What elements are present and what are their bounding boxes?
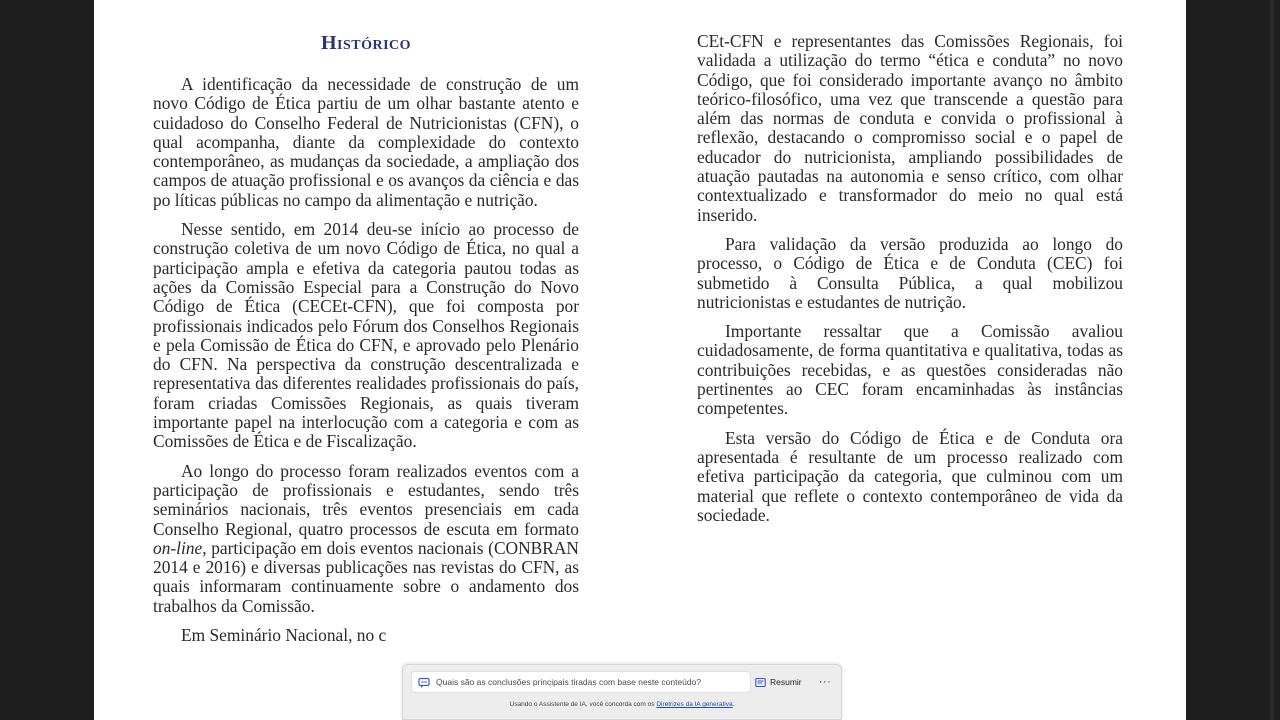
guidelines-link[interactable]: Diretrizes da IA generativa (656, 701, 733, 708)
summarize-label: Resumir (770, 677, 802, 687)
ai-assistant-bar (402, 664, 842, 720)
disclaimer-end: . (732, 701, 735, 708)
left-paragraph-4: Em Seminário Nacional, no c (181, 625, 387, 646)
section-heading: Histórico (320, 32, 412, 54)
ai-disclaimer (403, 701, 841, 708)
left-paragraph-3 (153, 462, 579, 616)
more-options-button[interactable] (817, 671, 833, 693)
viewer-scrollbar[interactable] (1186, 0, 1280, 720)
chat-icon (418, 676, 430, 688)
summarize-icon (755, 677, 766, 688)
left-paragraph-1: A identificação da necessidade de construção de um novo Código de Ética partiu de um olhar bastante atento e cuidadoso do Conselho Federal de Nutricionistas (CFN), o qual acompanha, diante da complexidade do contexto contemporâneo, as mudanças da sociedade, a ampliação dos campos de atuação profissional e os avanços da ciência e das po líticas públicas no campo da alimentação e nutrição. (153, 74, 579, 210)
scroll-thumb[interactable] (1270, 0, 1274, 720)
right-paragraph-2: Para validação da versão produzida ao longo do processo, o Código de Ética e de Conduta (CEC) foi submetido à Consulta Pública, a qual mobilizou nutricionistas e estudantes de nutrição. (697, 233, 1123, 312)
suggested-prompt-text: Quais são as conclusões principais tiradas com base neste conteúdo? (436, 677, 702, 687)
summarize-button[interactable] (755, 671, 811, 693)
right-paragraph-4: Esta versão do Código de Ética e de Conduta ora apresentada é resultante de um processo realizado com efetiva participação da categoria, que culminou com um material que reflete o contexto contemporâneo de vida da sociedade. (697, 427, 1123, 525)
left-paragraph-2: Nesse sentido, em 2014 deu-se início ao processo de construção coletiva de um novo Código de Ética, no qual a participação ampla e efetiva da categoria pautou todas as ações da Comissão Especial para a Construção do Novo Código de Ética (CECEt-CFN), que foi composta por profissionais indicados pelo Fórum dos Conselhos Regionais e pela Comissão de Ética do CFN, e aprovado pelo Plenário do CFN. Na perspectiva da construção descentralizada e representativa das diferentes realidades profissionais do país, foram criadas Comissões Regionais, as quais tiveram importante papel na interlocução com a categoria e com as Comissões de Ética e de Fiscalização. (153, 219, 579, 452)
left-p3-text-b: , participação em dois eventos nacionais (CONBRAN 2014 e 2016) e diversas publicações nas revistas do CFN, as quais informaram continuamente sobre o andamento dos trabalhos da Comissão. (153, 537, 579, 616)
left-p3-text-a: Ao longo do processo foram realizados eventos com a participação de profissionais e estudantes, sendo três seminários nacionais, três eventos presenciais em cada Conselho Regional, quatro processos de escuta em formato (153, 460, 579, 539)
suggested-prompt[interactable] (411, 671, 751, 693)
left-p3-italic: on-line (153, 537, 203, 558)
more-icon: ··· (818, 676, 832, 688)
left-column (153, 32, 579, 655)
disclaimer-text: Usando o Assistente de IA, você concorda com os (509, 701, 657, 708)
right-paragraph-1: CEt-CFN e representantes das Comissões Regionais, foi validada a utilização do termo “ética e conduta” no novo Código, que foi considerado importante avanço no âmbito teórico-filosófico, uma vez que transcende a questão para além das normas de conduta e convida o profissional à reflexão, destacando o compromisso social e o papel de educador do nutricionista, ampliando possibilidades de atuação pautadas na autonomia e senso crítico, com olhar contextualizado e transformador do meio no qual está inserido. (697, 31, 1123, 225)
right-column (697, 32, 1123, 535)
document-page (94, 0, 1186, 720)
right-paragraph-3: Importante ressaltar que a Comissão avaliou cuidadosamente, de forma quantitativa e qualitativa, todas as contribuições recebidas, e as questões consideradas não pertinentes ao CEC foram encaminhadas às instâncias competentes. (697, 321, 1123, 419)
